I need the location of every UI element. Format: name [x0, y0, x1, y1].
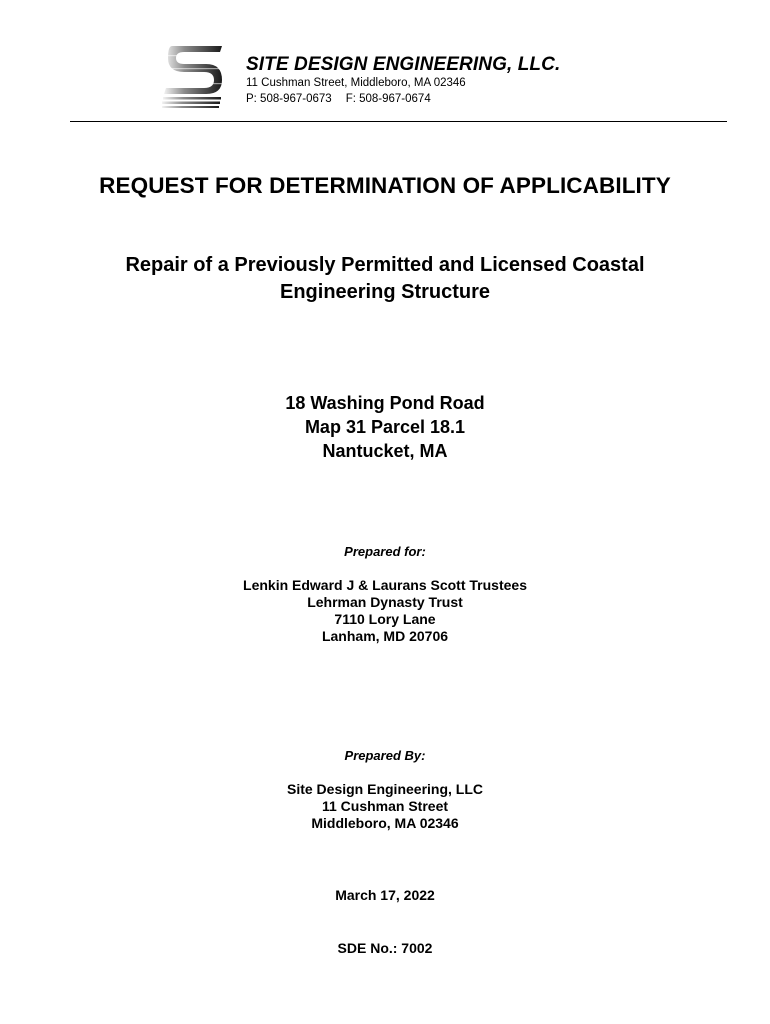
header-divider	[70, 121, 727, 122]
client-city: Lanham, MD 20706	[321, 628, 449, 644]
subtitle-line: Engineering Structure	[279, 281, 491, 303]
letterhead	[0, 0, 770, 124]
company-phones	[246, 93, 431, 105]
client-trust: Lehrman Dynasty Trust	[307, 594, 463, 610]
client-name: Lenkin Edward J & Laurans Scott Trustees	[243, 577, 527, 593]
property-address	[0, 391, 770, 463]
sde-number: SDE No.: 7002	[337, 940, 433, 956]
preparer-name: Site Design Engineering, LLC	[286, 781, 484, 797]
client-block	[0, 577, 770, 645]
property-street: 18 Washing Pond Road	[285, 393, 485, 413]
document-date: March 17, 2022	[335, 887, 435, 903]
prepared-for-label: Prepared for:	[344, 544, 426, 559]
company-fax: F: 508-967-0674	[345, 93, 431, 105]
company-name: SITE DESIGN ENGINEERING, LLC.	[246, 54, 561, 75]
property-map-parcel: Map 31 Parcel 18.1	[304, 417, 466, 437]
preparer-city: Middleboro, MA 02346	[311, 815, 459, 831]
document-subtitle	[0, 252, 770, 306]
client-street: 7110 Lory Lane	[334, 611, 436, 627]
preparer-block	[0, 781, 770, 832]
document-title: REQUEST FOR DETERMINATION OF APPLICABILITY	[99, 173, 671, 198]
preparer-street: 11 Cushman Street	[321, 798, 449, 814]
subtitle-line: Repair of a Previously Permitted and Licensed Coastal	[125, 254, 645, 276]
company-phone: P: 508-967-0673	[246, 93, 332, 105]
property-town: Nantucket, MA	[322, 441, 448, 461]
prepared-by-label: Prepared By:	[344, 748, 426, 763]
company-address: 11 Cushman Street, Middleboro, MA 02346	[246, 77, 466, 89]
sde-logo-icon	[162, 44, 224, 108]
